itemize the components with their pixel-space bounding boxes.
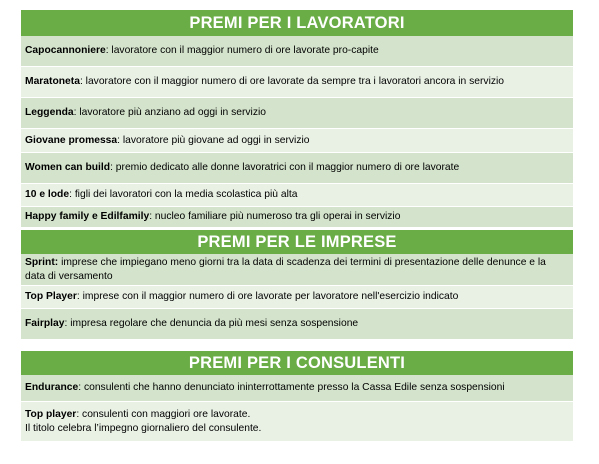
item-term: Capocannoniere [25, 45, 106, 56]
item-term: Giovane promessa [25, 134, 118, 146]
item-description: lavoratore più anziano ad oggi in servizio [79, 107, 266, 118]
item-description: lavoratore con il maggior numero di ore lavorate da sempre tra i lavoratori ancora in servizio [85, 76, 505, 87]
item-description: figli dei lavoratori con la media scolastica più alta [74, 189, 298, 200]
item-term: Top Player [25, 291, 77, 302]
list-item: 10 e lode: figli dei lavoratori con la media scolastica più alta [21, 184, 573, 207]
item-description: consulenti con maggiori ore lavorate. [82, 408, 251, 420]
list-item: Top player: consulenti con maggiori ore lavorate. Il titolo celebra l’impegno giornaliero del consulente. [21, 402, 573, 442]
item-description: imprese che impiegano meno giorni tra la data di scadenza dei termini di presentazione delle denunce e la data di versamento [25, 256, 546, 282]
section-title-lavoratori: PREMI PER I LAVORATORI [21, 10, 573, 36]
item-description: premio dedicato alle donne lavoratrici con il maggior numero di ore lavorate [115, 162, 460, 173]
list-item: Endurance: consulenti che hanno denunciato ininterrottamente presso la Cassa Edile senza sospensioni [21, 375, 573, 402]
section-imprese [21, 230, 573, 340]
list-item: Happy family e Edilfamily: nucleo familiare più numeroso tra gli operai in servizio [21, 207, 573, 228]
list-item: Fairplay: impresa regolare che denuncia da più mesi senza sospensione [21, 309, 573, 340]
item-description: lavoratore più giovane ad oggi in servizio [122, 134, 310, 146]
item-term: Fairplay [25, 318, 65, 329]
item-term: Happy family e Edilfamily [25, 211, 150, 222]
list-item: Giovane promessa: lavoratore più giovane ad oggi in servizio [21, 129, 573, 153]
item-term: 10 e lode [25, 189, 70, 200]
item-term: Sprint: [25, 256, 59, 268]
item-term: Women can build [25, 162, 111, 173]
list-item: Maratoneta: lavoratore con il maggior numero di ore lavorate da sempre tra i lavoratori ancora in servizio [21, 67, 573, 98]
item-term: Maratoneta [25, 76, 80, 87]
list-item: Capocannoniere: lavoratore con il maggior numero di ore lavorate pro-capite [21, 36, 573, 67]
list-item: Top Player: imprese con il maggior numero di ore lavorate per lavoratore nell'esercizio indicato [21, 286, 573, 309]
list-item [21, 254, 573, 286]
item-description: impresa regolare che denuncia da più mesi senza sospensione [70, 318, 359, 329]
section-consulenti [21, 351, 573, 442]
section-lavoratori [21, 10, 573, 228]
item-term: Leggenda [25, 107, 74, 118]
section-title-consulenti: PREMI PER I CONSULENTI [21, 351, 573, 375]
item-description: nucleo familiare più numeroso tra gli operai in servizio [154, 211, 401, 222]
item-description: lavoratore con il maggior numero di ore lavorate pro-capite [111, 45, 379, 56]
list-item: Leggenda: lavoratore più anziano ad oggi in servizio [21, 98, 573, 129]
list-item: Women can build: premio dedicato alle donne lavoratrici con il maggior numero di ore lavorate [21, 153, 573, 184]
item-term: Endurance [25, 382, 79, 393]
item-description: imprese con il maggior numero di ore lavorate per lavoratore nell'esercizio indicato [82, 291, 459, 302]
item-description-line2: Il titolo celebra l’impegno giornaliero del consulente. [25, 422, 262, 434]
item-description: consulenti che hanno denunciato ininterrottamente presso la Cassa Edile senza sospensioni [83, 382, 505, 393]
item-term: Top player [25, 408, 77, 420]
section-title-imprese: PREMI PER LE IMPRESE [21, 230, 573, 254]
